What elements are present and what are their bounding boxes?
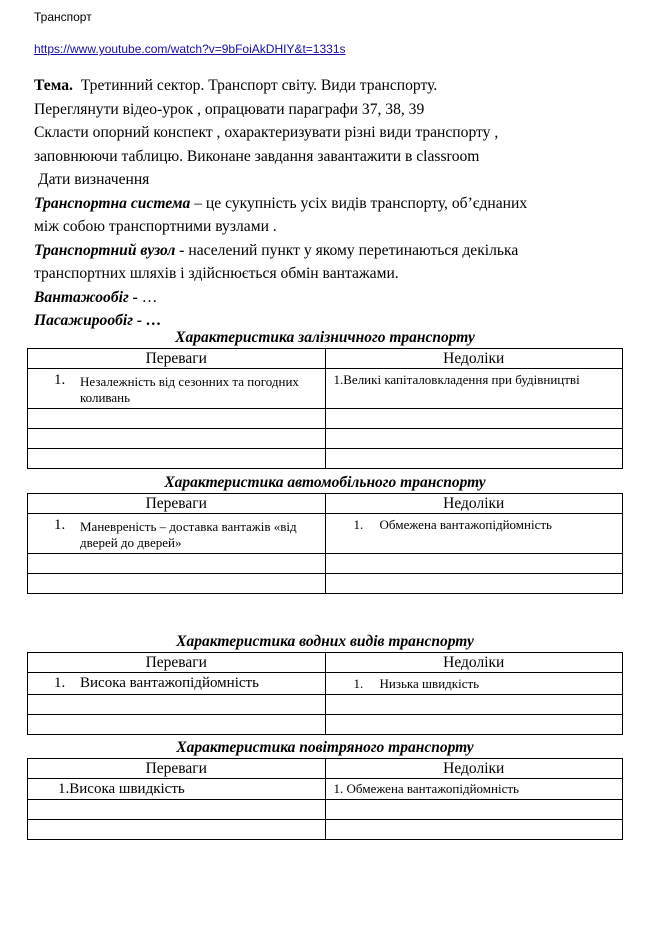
railway-table [27, 348, 623, 469]
disadvantage-cell [325, 514, 623, 554]
table-row [28, 409, 623, 429]
definition-system-text: – це сукупність усіх видів транспорту, об’єднаних [190, 194, 528, 212]
term-transport-hub: Транспортний вузол - [34, 241, 185, 259]
empty-cell [325, 429, 623, 449]
definition-system-cont: між собою транспортними вузлами . [34, 218, 277, 235]
list-number: 1. [353, 517, 364, 532]
task-text [34, 74, 624, 333]
disadvantage-cell [325, 779, 623, 800]
list-number: 1. [54, 517, 66, 533]
empty-cell [325, 695, 623, 715]
table-header-row [28, 653, 623, 673]
water-section [27, 633, 623, 735]
topic-label: Тема. [34, 77, 73, 94]
empty-cell [28, 695, 326, 715]
topic-text: Третинний сектор. Транспорт світу. Види транспорту. [80, 77, 438, 94]
advantages-header: Переваги [28, 494, 326, 514]
empty-cell [325, 449, 623, 469]
youtube-video-link[interactable]: https://www.youtube.com/watch?v=9bFoiAkDHIY&t=1331s [34, 42, 346, 56]
water-table [27, 652, 623, 735]
empty-cell [325, 800, 623, 820]
automobile-section [27, 474, 623, 594]
empty-cell [28, 715, 326, 735]
empty-cell [325, 715, 623, 735]
advantage-text: Висока вантажопідйомність [80, 675, 259, 691]
table-row [28, 673, 623, 695]
table-row [28, 514, 623, 554]
definition-cargo-text: … [137, 288, 158, 306]
disadvantage-text: 1.Великі капіталовкладення при будівництві [333, 372, 580, 387]
empty-cell [28, 554, 326, 574]
table-row [28, 554, 623, 574]
advantage-text: Незалежність від сезонних та погодних коливань [80, 374, 299, 405]
empty-cell [28, 820, 326, 840]
term-transport-system: Транспортна система [34, 194, 191, 212]
list-number: 1. [353, 676, 364, 691]
disadvantages-header: Недоліки [325, 759, 623, 779]
list-number: 1. [54, 675, 66, 691]
advantage-cell [28, 779, 326, 800]
table-row [28, 695, 623, 715]
advantage-cell [28, 369, 326, 409]
empty-cell [28, 800, 326, 820]
automobile-table-title: Характеристика автомобільного транспорту [164, 474, 486, 491]
empty-cell [28, 429, 326, 449]
advantages-header: Переваги [28, 653, 326, 673]
railway-section [27, 329, 623, 469]
definition-cargo [34, 286, 624, 310]
definition-hub-cont: транспортних шляхів і здійснюється обмін вантажами. [34, 265, 399, 282]
task-line-3: Скласти опорний конспект , охарактеризувати різні види транспорту , [34, 124, 499, 141]
table-header-row [28, 759, 623, 779]
table-row [28, 715, 623, 735]
advantage-cell [28, 673, 326, 695]
empty-cell [325, 574, 623, 594]
task-line-2: Переглянути відео-урок , опрацювати параграфи 37, 38, 39 [34, 100, 425, 118]
empty-cell [28, 449, 326, 469]
advantage-cell [28, 514, 326, 554]
table-row [28, 779, 623, 800]
table-row [28, 820, 623, 840]
table-row [28, 369, 623, 409]
disadvantages-header: Недоліки [325, 494, 623, 514]
empty-cell [28, 574, 326, 594]
air-section [27, 739, 623, 840]
definition-hub [34, 239, 624, 263]
definition-system [34, 192, 624, 216]
advantages-header: Переваги [28, 349, 326, 369]
empty-cell [325, 820, 623, 840]
definition-hub-text: населений пункт у якому перетинаються декілька [184, 241, 519, 259]
topic-line [34, 74, 624, 98]
term-passenger-turnover: Пасажирообіг - … [34, 312, 162, 329]
disadvantages-header: Недоліки [325, 349, 623, 369]
automobile-table [27, 493, 623, 594]
advantages-header: Переваги [28, 759, 326, 779]
table-row [28, 800, 623, 820]
disadvantages-header: Недоліки [325, 653, 623, 673]
disadvantage-text: Обмежена вантажопідйомність [379, 517, 552, 532]
disadvantage-text: 1. Обмежена вантажопідйомність [333, 781, 519, 796]
empty-cell [28, 409, 326, 429]
term-cargo-turnover: Вантажообіг - [34, 288, 138, 306]
table-row [28, 429, 623, 449]
task-line-4: заповнюючи таблицю. Виконане завдання завантажити в classroom [34, 147, 480, 165]
water-table-title: Характеристика водних видів транспорту [176, 633, 474, 650]
list-number: 1. [54, 372, 66, 388]
table-header-row [28, 349, 623, 369]
air-table [27, 758, 623, 840]
document-heading: Транспорт [34, 10, 92, 24]
railway-table-title: Характеристика залізничного транспорту [175, 329, 475, 346]
table-header-row [28, 494, 623, 514]
air-table-title: Характеристика повітряного транспорту [176, 739, 474, 756]
advantage-text: Маневреність – доставка вантажів «від дверей до дверей» [80, 519, 297, 550]
disadvantage-cell [325, 369, 623, 409]
table-row [28, 574, 623, 594]
empty-cell [325, 409, 623, 429]
empty-cell [325, 554, 623, 574]
disadvantage-text: Низька швидкість [379, 676, 480, 691]
advantage-text: 1.Висока швидкість [58, 781, 185, 797]
table-row [28, 449, 623, 469]
task-line-5: Дати визначення [38, 171, 150, 188]
disadvantage-cell [325, 673, 623, 695]
